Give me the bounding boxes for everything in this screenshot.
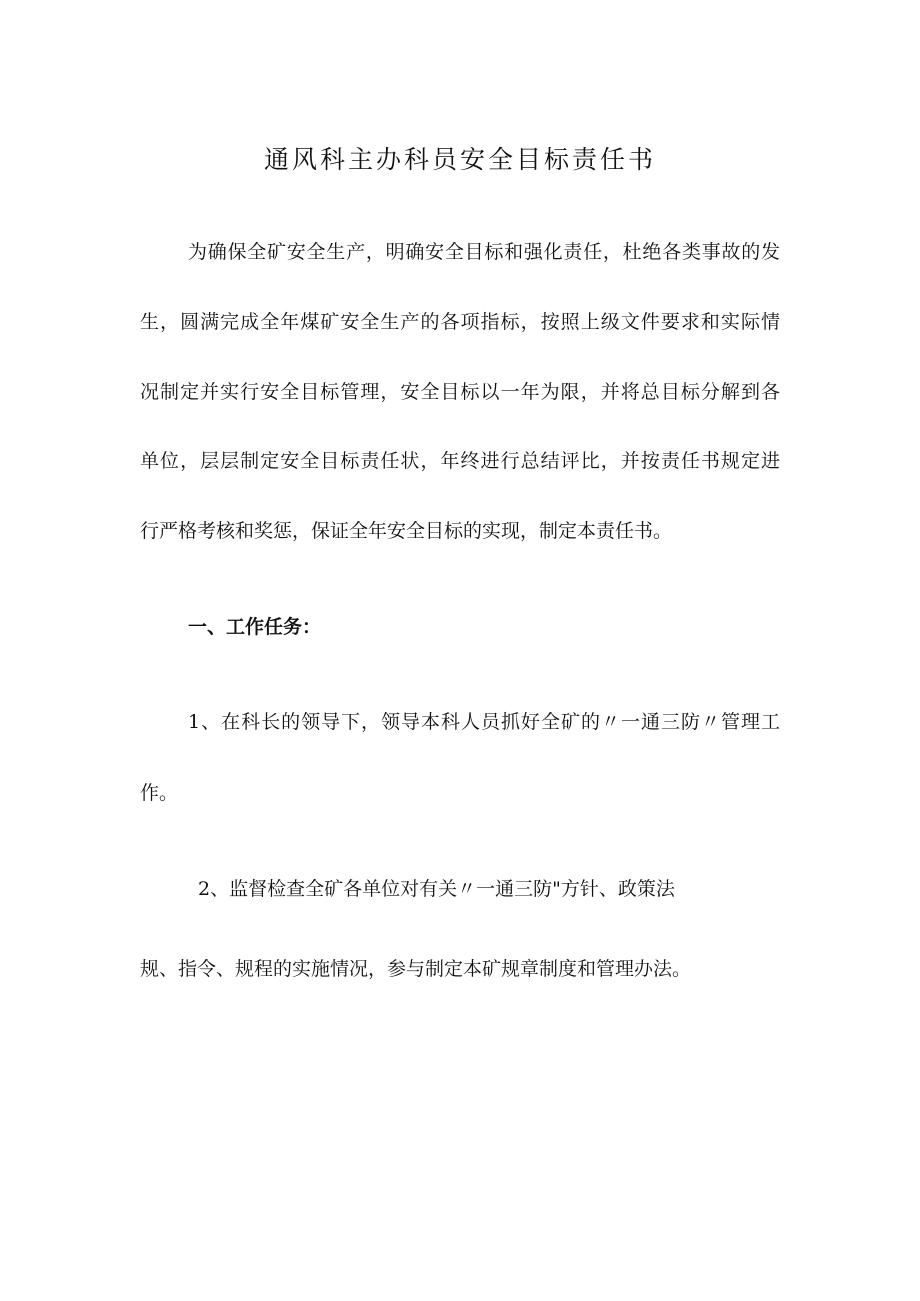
intro-line-1: 为确保全矿安全生产，明确安全目标和强化责任，杜绝各类事故的发 [188, 241, 780, 263]
intro-line-4: 单位，层层制定安全目标责任状，年终进行总结评比，并按责任书规定进 [140, 450, 780, 472]
task-item-1-line-2: 作。 [140, 782, 179, 804]
intro-line-5: 行严格考核和奖惩，保证全年安全目标的实现，制定本责任书。 [140, 520, 673, 542]
task-item-2-line-2: 规、指令、规程的实施情况，参与制定本矿规章制度和管理办法。 [140, 958, 692, 980]
intro-line-3: 况制定并实行安全目标管理，安全目标以一年为限，并将总目标分解到各 [140, 381, 780, 403]
task-item-1-line-1: 1、在科长的领导下，领导本科人员抓好全矿的〃一通三防〃管理工 [188, 711, 780, 733]
document-title: 通风科主办科员安全目标责任书 [263, 145, 656, 174]
intro-line-2: 生，圆满完成全年煤矿安全生产的各项指标，按照上级文件要求和实际情 [140, 311, 780, 333]
section-heading-work-tasks: 一、工作任务： [188, 616, 322, 638]
task-item-2-line-1: 2、监督检查全矿各单位对有关〃一通三防"方针、政策法 [198, 878, 675, 900]
